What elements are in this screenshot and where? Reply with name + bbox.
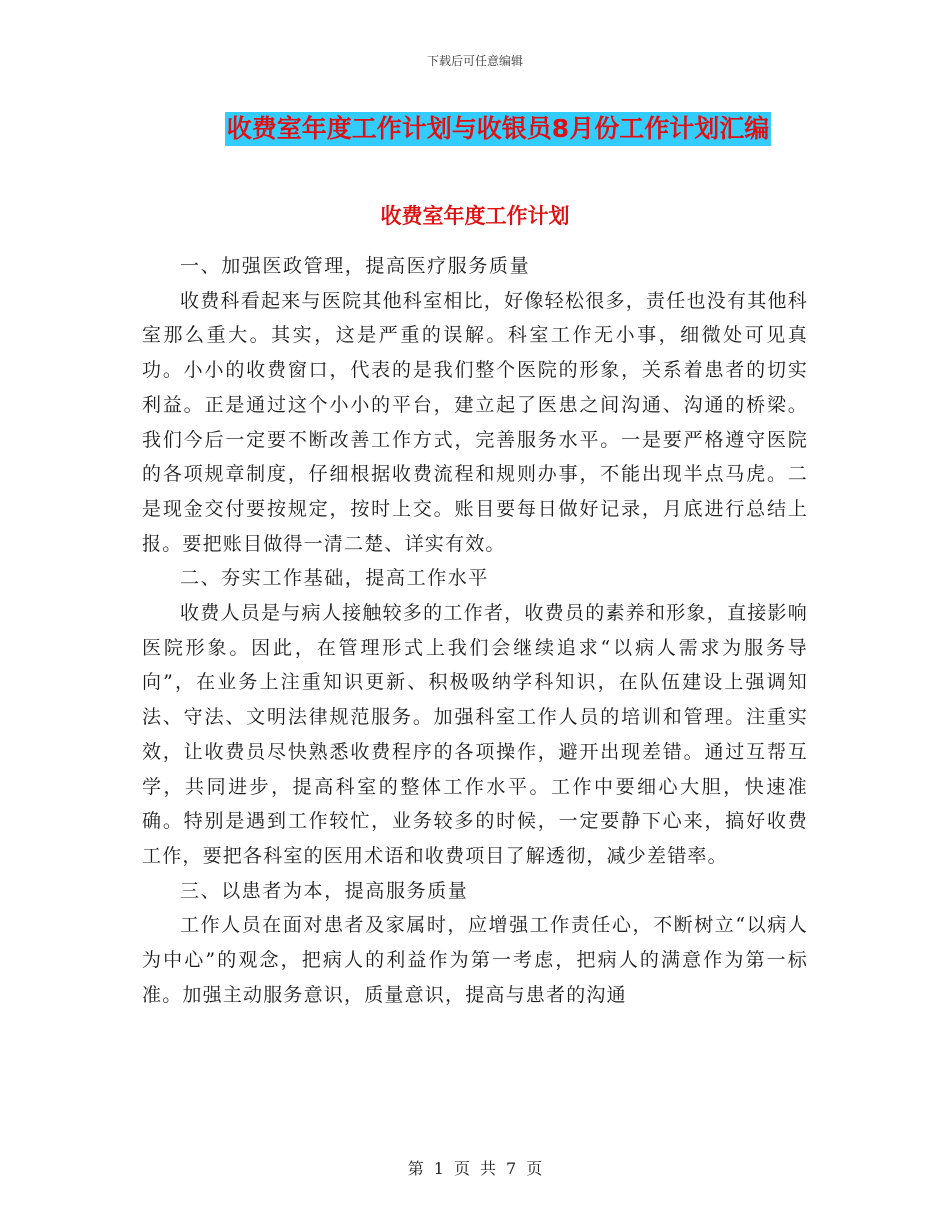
- body-paragraph-3: 工作人员在面对患者及家属时，应增强工作责任心，不断树立“以病人为中心”的观念，把病人的利益作为第一考虑，把病人的满意作为第一标准。加强主动服务意识，质量意识，提高与患者的沟通: [142, 914, 808, 1006]
- document-title: 收费室年度工作计划与收银员8月份工作计划汇编: [225, 112, 771, 146]
- header-note: 下载后可任意编辑: [426, 54, 523, 68]
- section-heading-3: 三、以患者为本，提高服务质量: [180, 879, 469, 902]
- footer-page-prefix: 第: [407, 1159, 424, 1178]
- section-heading-2: 二、夯实工作基础，提高工作水平: [180, 567, 490, 590]
- footer-total-pages: 7: [506, 1159, 517, 1178]
- document-body: [142, 249, 808, 1012]
- footer-total-suffix: 页: [526, 1159, 543, 1178]
- page-footer: [0, 1156, 950, 1179]
- footer-page-mid: 页: [453, 1159, 470, 1178]
- section-title: 收费室年度工作计划: [380, 204, 570, 228]
- footer-total-prefix: 共: [480, 1159, 497, 1178]
- body-paragraph-2: 收费人员是与病人接触较多的工作者，收费员的素养和形象，直接影响医院形象。因此，在管理形式上我们会继续追求“以病人需求为服务导向”，在业务上注重知识更新、积极吸纳学科知识，在队伍建设上强调知法、守法、文明法律规范服务。加强科室工作人员的培训和管理。注重实效，让收费员尽快熟悉收费程序的各项操作，避开出现差错。通过互帮互学，共同进步，提高科室的整体工作水平。工作中要细心大胆，快速准确。特别是遇到工作较忙，业务较多的时候，一定要静下心来，搞好收费工作，要把各科室的医用术语和收费项目了解透彻，减少差错率。: [142, 602, 808, 867]
- section-heading-1: 一、加强医政管理，提高医疗服务质量: [180, 255, 531, 277]
- body-paragraph-1: 收费科看起来与医院其他科室相比，好像轻松很多，责任也没有其他科室那么重大。其实，这是严重的误解。科室工作无小事，细微处可见真功。小小的收费窗口，代表的是我们整个医院的形象，关系着患者的切实利益。正是通过这个小小的平台，建立起了医患之间沟通、沟通的桥梁。我们今后一定要不断改善工作方式，完善服务水平。一是要严格遵守医院的各项规章制度，仔细根据收费流程和规则办事，不能出现半点马虎。二是现金交付要按规定，按时上交。账目要每日做好记录，月底进行总结上报。要把账目做得一清二楚、详实有效。: [142, 289, 808, 555]
- footer-page-number: 1: [433, 1159, 444, 1178]
